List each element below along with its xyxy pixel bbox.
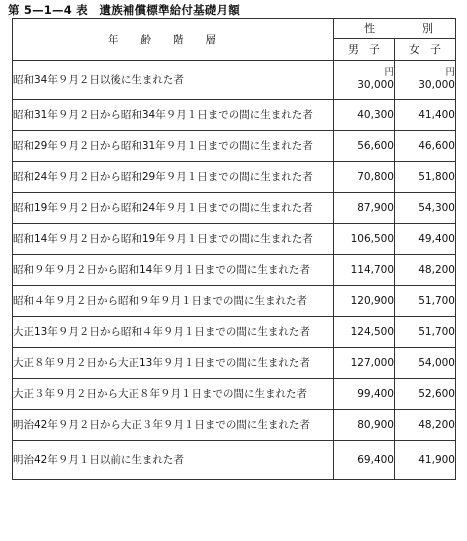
male-amount-cell xyxy=(334,379,395,410)
male-amount: 69,400 xyxy=(357,454,394,466)
female-amount-cell xyxy=(395,131,456,162)
female-amount-cell xyxy=(395,286,456,317)
male-amount-cell xyxy=(334,410,395,441)
age-group-label: 大正13年９月２日から昭和４年９月１日までの間に生まれた者 xyxy=(13,317,334,348)
male-amount: 127,000 xyxy=(350,357,394,369)
age-group-label: 明治42年９月２日から大正３年９月１日までの間に生まれた者 xyxy=(13,410,334,441)
sex-header-right: 別 xyxy=(422,21,433,35)
age-group-label: 昭和14年９月２日から昭和19年９月１日までの間に生まれた者 xyxy=(13,224,334,255)
female-amount: 48,200 xyxy=(418,419,455,431)
female-amount-cell xyxy=(395,255,456,286)
table-row xyxy=(13,286,456,317)
female-amount-cell xyxy=(395,348,456,379)
female-amount: 41,400 xyxy=(418,109,455,121)
female-amount: 46,600 xyxy=(418,140,455,152)
male-amount: 124,500 xyxy=(350,326,394,338)
table-body xyxy=(13,61,456,480)
table-row xyxy=(13,100,456,131)
female-amount: 51,700 xyxy=(418,326,455,338)
table-title: 第 5—1—4 表 遺族補償標準給付基礎月額 xyxy=(8,3,240,17)
male-amount: 80,900 xyxy=(357,419,394,431)
age-group-label: 大正８年９月２日から大正13年９月１日までの間に生まれた者 xyxy=(13,348,334,379)
female-header-char-2: 子 xyxy=(430,42,441,56)
female-amount-cell xyxy=(395,379,456,410)
age-group-label: 昭和34年９月２日以後に生まれた者 xyxy=(13,61,334,100)
female-amount-cell xyxy=(395,224,456,255)
female-amount-cell xyxy=(395,410,456,441)
age-group-label: 昭和９年９月２日から昭和14年９月１日までの間に生まれた者 xyxy=(13,255,334,286)
table-row xyxy=(13,379,456,410)
male-header-char-2: 子 xyxy=(369,42,380,56)
table-row xyxy=(13,61,456,100)
male-amount-cell xyxy=(334,224,395,255)
table-row xyxy=(13,441,456,480)
male-amount: 120,900 xyxy=(350,295,394,307)
male-amount: 40,300 xyxy=(357,109,394,121)
male-header-char-1: 男 xyxy=(348,42,359,56)
table-row xyxy=(13,193,456,224)
male-amount-cell xyxy=(334,193,395,224)
female-amount-cell xyxy=(395,193,456,224)
female-amount-cell xyxy=(395,100,456,131)
female-amount: 41,900 xyxy=(418,454,455,466)
age-group-label: 昭和29年９月２日から昭和31年９月１日までの間に生まれた者 xyxy=(13,131,334,162)
benefit-table xyxy=(12,18,456,480)
male-amount: 114,700 xyxy=(350,264,394,276)
male-amount-cell xyxy=(334,441,395,480)
table-row xyxy=(13,224,456,255)
female-amount-cell xyxy=(395,441,456,480)
male-header xyxy=(334,39,395,61)
age-group-label: 昭和31年９月２日から昭和34年９月１日までの間に生まれた者 xyxy=(13,100,334,131)
female-amount: 54,300 xyxy=(418,202,455,214)
male-amount-cell xyxy=(334,317,395,348)
table-row xyxy=(13,255,456,286)
male-amount-cell xyxy=(334,348,395,379)
female-amount: 49,400 xyxy=(418,233,455,245)
female-amount: 52,600 xyxy=(418,388,455,400)
male-amount-cell xyxy=(334,100,395,131)
male-amount-cell xyxy=(334,255,395,286)
sex-header-left: 性 xyxy=(364,21,375,35)
male-amount: 106,500 xyxy=(350,233,394,245)
age-group-label: 明治42年９月１日以前に生まれた者 xyxy=(13,441,334,480)
female-amount-cell xyxy=(395,61,456,100)
table-row xyxy=(13,131,456,162)
female-header-char-1: 女 xyxy=(409,42,420,56)
age-group-label: 昭和24年９月２日から昭和29年９月１日までの間に生まれた者 xyxy=(13,162,334,193)
table-row xyxy=(13,162,456,193)
female-amount-cell xyxy=(395,317,456,348)
table-row xyxy=(13,317,456,348)
male-amount: 99,400 xyxy=(357,388,394,400)
female-amount: 51,700 xyxy=(418,295,455,307)
male-amount: 70,800 xyxy=(357,171,394,183)
yen-unit: 円 xyxy=(384,67,394,78)
male-amount: 56,600 xyxy=(357,140,394,152)
table-row xyxy=(13,410,456,441)
female-amount: 51,800 xyxy=(418,171,455,183)
female-amount: 48,200 xyxy=(418,264,455,276)
male-amount-cell xyxy=(334,286,395,317)
age-group-label: 大正３年９月２日から大正８年９月１日までの間に生まれた者 xyxy=(13,379,334,410)
female-amount: 30,000 xyxy=(418,79,455,91)
age-group-label: 昭和19年９月２日から昭和24年９月１日までの間に生まれた者 xyxy=(13,193,334,224)
table-row xyxy=(13,348,456,379)
sex-header xyxy=(334,19,456,39)
male-amount: 30,000 xyxy=(357,79,394,91)
male-amount-cell xyxy=(334,131,395,162)
female-amount: 54,000 xyxy=(418,357,455,369)
male-amount-cell xyxy=(334,61,395,100)
male-amount-cell xyxy=(334,162,395,193)
female-header xyxy=(395,39,456,61)
female-amount-cell xyxy=(395,162,456,193)
age-group-header: 年齢階層 xyxy=(13,19,334,61)
male-amount: 87,900 xyxy=(357,202,394,214)
age-group-label: 昭和４年９月２日から昭和９年９月１日までの間に生まれた者 xyxy=(13,286,334,317)
yen-unit: 円 xyxy=(445,67,455,78)
